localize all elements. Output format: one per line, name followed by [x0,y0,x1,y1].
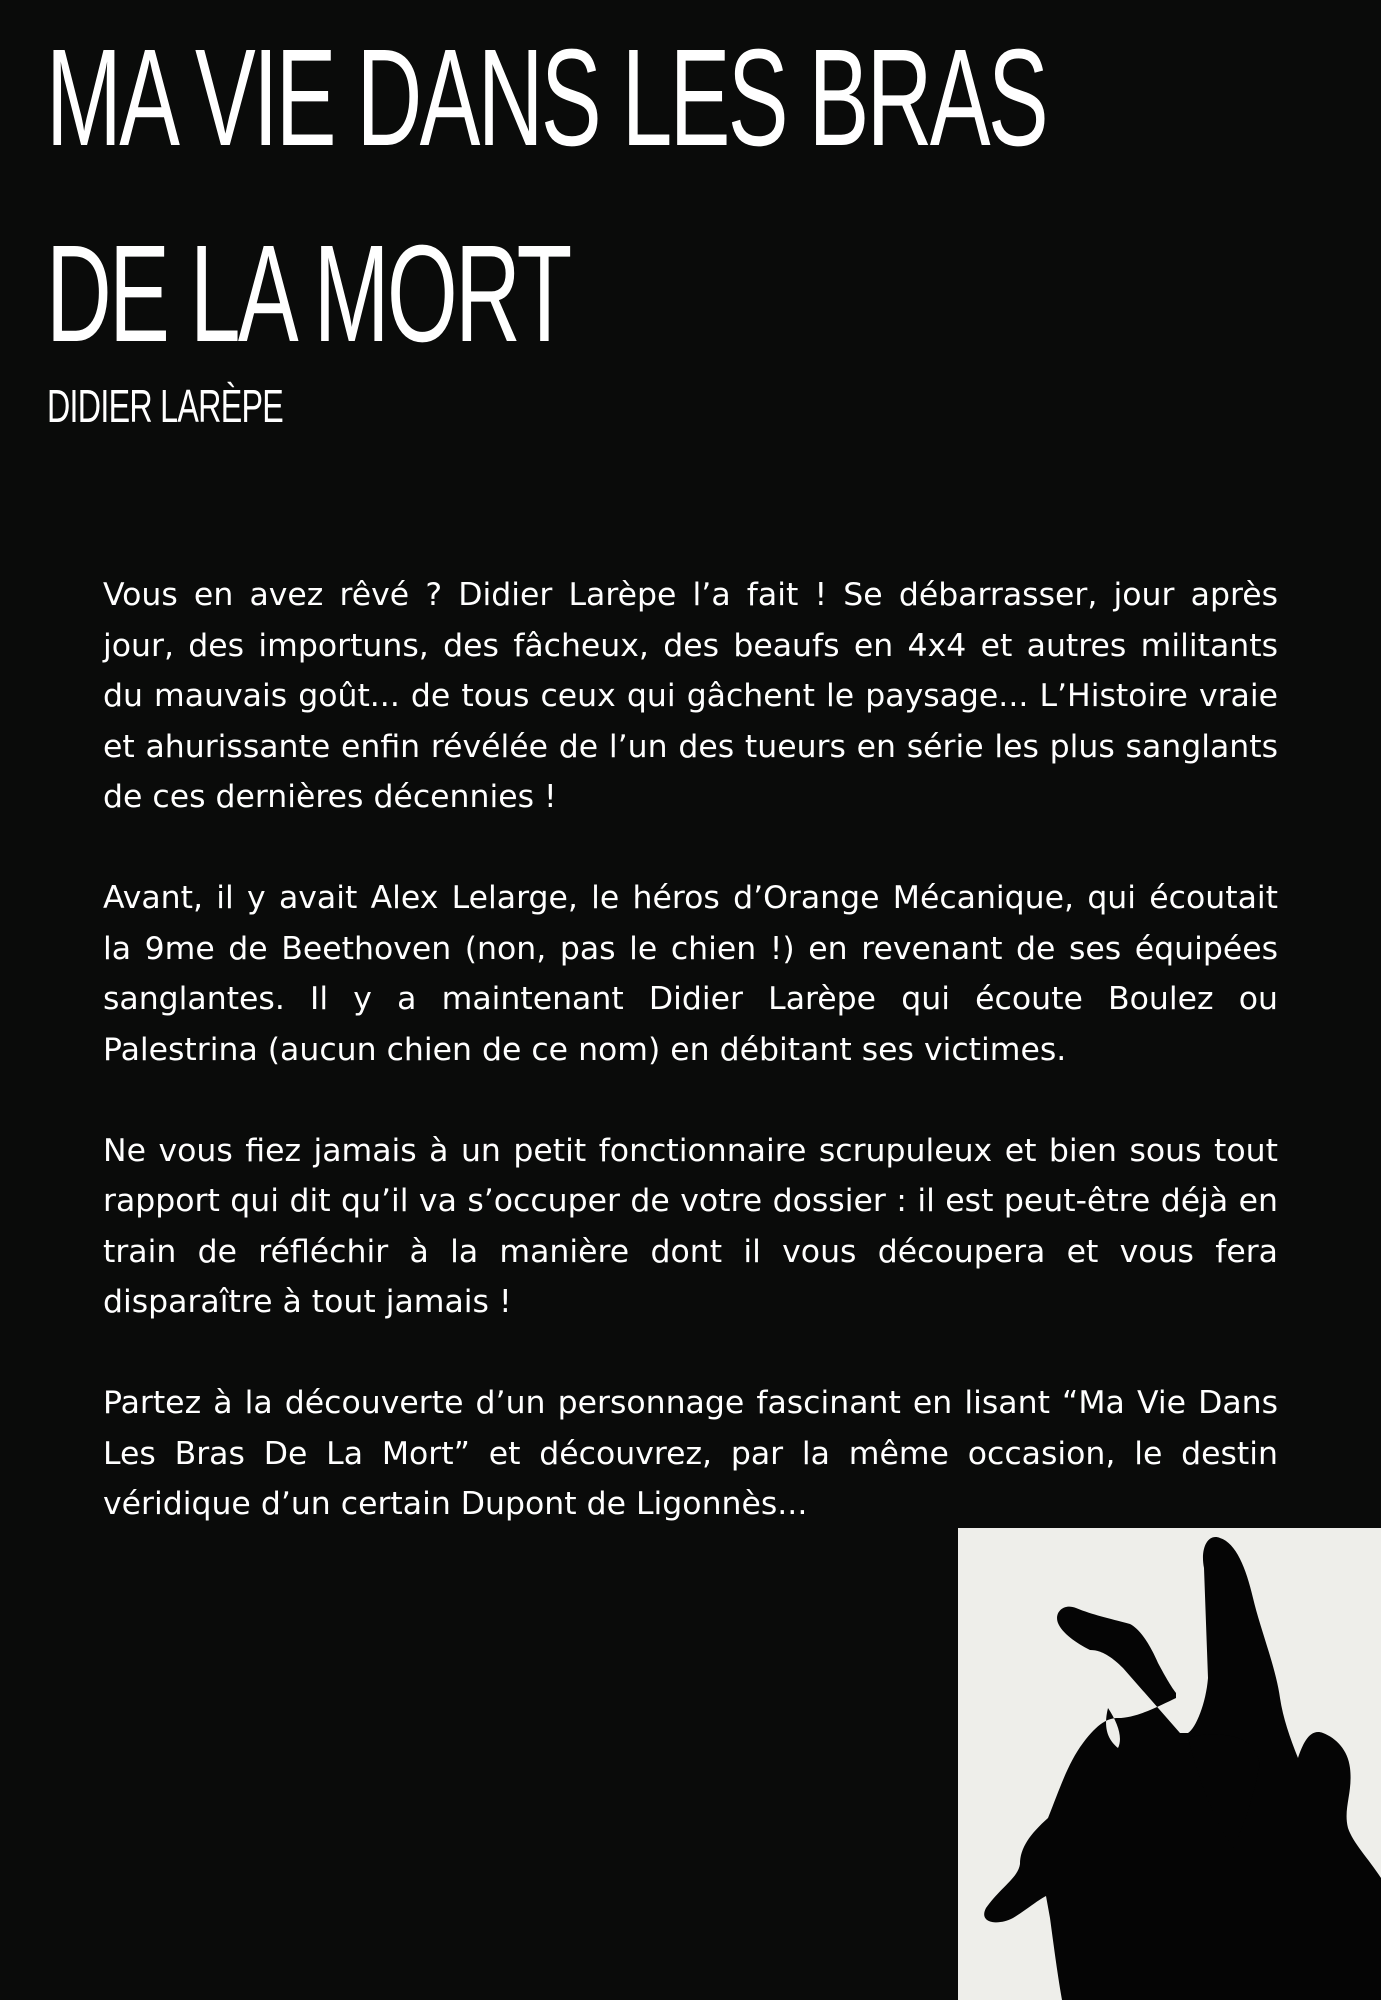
title-line-2: DE LA MORT [46,217,570,371]
blurb-paragraph-1: Vous en avez rêvé ? Didier Larèpe l’a fait ! Se débarrasser, jour après jour, des importuns, des fâcheux, des beaufs en 4x4 et autres militants du mauvais goût... de tous ceux qui gâchent le paysage... L’Histoire vraie et ahurissante enfin révélée de l’un des tueurs en série les plus sanglants de ces dernières décennies ! [103,577,1278,815]
author-name: DIDIER LARÈPE [47,380,284,432]
blurb-paragraph-3: Ne vous fiez jamais à un petit fonctionnaire scrupuleux et bien sous tout rapport qui dit qu’il va s’occuper de votre dossier : il est peut-être déjà en train de réfléchir à la manière dont il vous découpera et vous fera disparaître à tout jamais ! [103,1132,1278,1320]
hand-silhouette-icon [958,1528,1381,2000]
book-title [46,0,1047,392]
blurb [103,570,1278,1530]
blurb-paragraph-4: Partez à la découverte d’un personnage fascinant en lisant “Ma Vie Dans Les Bras De La Mort” et découvrez, par la même occasion, le destin véridique d’un certain Dupont de Ligonnès... [103,1385,1278,1522]
title-line-1: MA VIE DANS LES BRAS [46,21,1047,175]
hand-silhouette-image [958,1528,1381,2000]
blurb-paragraph-2: Avant, il y avait Alex Lelarge, le héros d’Orange Mécanique, qui écoutait la 9me de Beethoven (non, pas le chien !) en revenant de ses équipées sanglantes. Il y a maintenant Didier Larèpe qui écoute Boulez ou Palestrina (aucun chien de ce nom) en débitant ses victimes. [103,880,1278,1068]
